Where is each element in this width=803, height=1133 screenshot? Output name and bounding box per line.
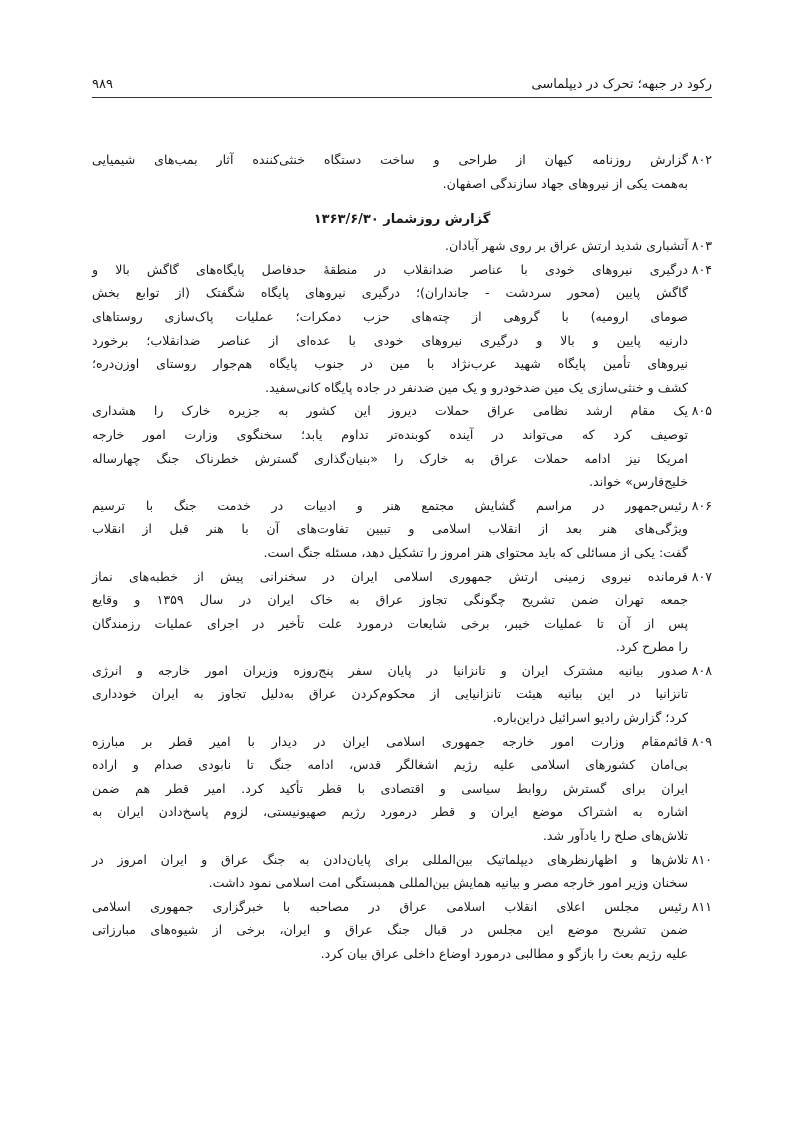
chapter-title: رکود در جبهه؛ تحرک در دیپلماسی bbox=[531, 77, 712, 92]
section-title: گزارش روزشمار ۱۳۶۳/۶/۳۰ bbox=[313, 212, 491, 228]
text-line: یک مقام ارشد نظامی عراق حملات دیروز این کشور به جزیره خارک را هشداری bbox=[92, 403, 688, 419]
text-line: تلاش‌های صلح را یادآور شد. bbox=[542, 828, 688, 844]
item-text bbox=[92, 659, 688, 730]
item-text bbox=[92, 730, 688, 848]
item-number: ۸۱۱ bbox=[691, 898, 712, 914]
text-line: توصیف کرد که می‌تواند در آینده کوبنده‌تر تداوم یابد؛ سخنگوی وزارت امور خارجه bbox=[92, 426, 688, 442]
text-line: تلاش‌ها و اظهارنظرهای دیپلماتیک بین‌المللی برای پایان‌دادن به جنگ عراق و ایران امروز در bbox=[92, 851, 688, 867]
text-line: کرد؛ گزارش رادیو اسرائیل دراین‌باره. bbox=[492, 710, 688, 726]
text-line: کشف و خنثی‌سازی یک مین ضدخودرو و یک مین ضدنفر در جاده پایگاه کانی‌سفید. bbox=[265, 379, 688, 395]
list-item bbox=[92, 234, 712, 258]
text-line: صومای ارومیه) با گروهی از چته‌های حزب دمکرات؛ عملیات پاک‌سازی روستاهای bbox=[92, 308, 688, 324]
item-number: ۸۱۰ bbox=[691, 851, 712, 867]
text-line: دارنیه پایین و بالا و درگیری نیروهای خودی با عده‌ای از عناصر ضدانقلاب؛ برخورد bbox=[92, 332, 688, 348]
text-line: ضمن تشریح موضع این مجلس در قبال جنگ عراق و ایران، برخی از شیوه‌های مبارزاتی bbox=[92, 922, 688, 938]
content bbox=[92, 148, 712, 966]
text-line: بی‌امان کشورهای اسلامی علیه رژیم اشغالگر قدس، ادامه جنگ تا نابودی صدام و اراده bbox=[92, 757, 688, 773]
item-text bbox=[92, 258, 688, 400]
list-item bbox=[92, 730, 712, 848]
text-line: نیروهای تأمین پایگاه شهید عرب‌نژاد با مین در جنوب پایگاه هم‌جوار روستای اوزن‌دره؛ bbox=[92, 356, 688, 372]
text-line: رئیس مجلس اعلای انقلاب اسلامی عراق در مصاحبه با خبرگزاری جمهوری اسلامی bbox=[92, 898, 688, 914]
text-line: قائم‌مقام وزارت امور خارجه جمهوری اسلامی ایران در دیدار با امیر قطر بر مبارزه bbox=[92, 733, 688, 749]
text-line: ایران برای گسترش روابط سیاسی و اقتصادی با قطر تأکید کرد. امیر قطر هم ضمن bbox=[92, 780, 688, 796]
list-item bbox=[92, 399, 712, 493]
text-line: تانزانیا در این بیانیه هیئت تانزانیایی از محکوم‌کردن عراق به‌دلیل تجاوز به ایران خودداری bbox=[92, 686, 688, 702]
text-line: خلیج‌فارس» خواند. bbox=[589, 474, 688, 490]
item-number: ۸۰۸ bbox=[691, 662, 712, 678]
item-text bbox=[92, 895, 688, 966]
text-line: سخنان وزیر امور خارجه مصر و بیانیه همایش بین‌المللی همبستگی امت اسلامی نمود داشت. bbox=[208, 875, 688, 891]
list-item bbox=[92, 148, 712, 195]
item-number: ۸۰۹ bbox=[691, 733, 712, 749]
item-text bbox=[92, 848, 688, 895]
text-line: علیه رژیم بعث را بازگو و مطالبی درمورد اوضاع داخلی عراق بیان کرد. bbox=[320, 946, 688, 961]
item-number: ۸۰۷ bbox=[691, 568, 712, 584]
item-text bbox=[92, 234, 688, 258]
item-text bbox=[92, 565, 688, 659]
page-number: ۹۸۹ bbox=[92, 77, 113, 92]
list-item bbox=[92, 258, 712, 400]
item-number: ۸۰۴ bbox=[691, 261, 712, 277]
list-item bbox=[92, 565, 712, 659]
item-text bbox=[92, 494, 688, 565]
text-line: به‌همت یکی از نیروهای جهاد سازندگی اصفهان. bbox=[442, 175, 688, 191]
text-line: صدور بیانیه مشترک ایران و تانزانیا در پایان سفر پنج‌روزه وزیران امور خارجه و انرژی bbox=[92, 662, 688, 678]
item-number: ۸۰۵ bbox=[691, 403, 712, 419]
running-header bbox=[92, 62, 712, 98]
text-line: را مطرح کرد. bbox=[615, 639, 688, 655]
item-text bbox=[92, 148, 688, 195]
list-item bbox=[92, 659, 712, 730]
text-line: ویژگی‌های هنر بعد از انقلاب اسلامی و تبیین تفاوت‌های آن با هنر قبل از انقلاب bbox=[92, 521, 688, 537]
items-list bbox=[92, 234, 712, 965]
items-before bbox=[92, 148, 712, 195]
list-item bbox=[92, 895, 712, 966]
text-line: رئیس‌جمهور در مراسم گشایش مجتمع هنر و ادبیات در خدمت جنگ با ترسیم bbox=[92, 497, 688, 513]
item-number: ۸۰۲ bbox=[691, 152, 712, 167]
text-line: درگیری نیروهای خودی با عناصر ضدانقلاب در منطقهٔ حدفاصل پایگاه‌های گاگش بالا و bbox=[92, 261, 688, 277]
text-line: گفت: یکی از مسائلی که باید محتوای هنر امروز را تشکیل دهد، مسئله جنگ است. bbox=[263, 544, 688, 560]
text-line: گاگش پایین (محور سردشت - جانداران)؛ درگیری نیروهای پایگاه شگفتک (از توابع بخش bbox=[92, 285, 688, 301]
text-line: امریکا نیز ادامه حملات عراق به خارک را «بنیان‌گذاری گسترش خطرناک جنگ چهارساله bbox=[92, 450, 688, 466]
text-line: جمعه تهران ضمن تشریح چگونگی تجاوز عراق به خاک ایران در سال ۱۳۵۹ و وقایع bbox=[92, 592, 688, 608]
text-line: فرمانده نیروی زمینی ارتش جمهوری اسلامی ایران در سخنرانی پیش از خطبه‌های نماز bbox=[92, 568, 688, 584]
item-number: ۸۰۳ bbox=[691, 238, 712, 254]
text-line: اشاره به اشتراک موضع ایران و قطر درمورد رژیم صهیونیستی، لزوم پاسخ‌دادن ایران به bbox=[92, 804, 688, 820]
item-text bbox=[92, 399, 688, 493]
list-item bbox=[92, 848, 712, 895]
item-number: ۸۰۶ bbox=[691, 497, 712, 513]
text-line: آتشباری شدید ارتش عراق بر روی شهر آبادان. bbox=[445, 238, 688, 254]
text-line: گزارش روزنامه کیهان از طراحی و ساخت دستگاه خنثی‌کننده آثار بمب‌های شیمیایی bbox=[92, 152, 688, 167]
list-item bbox=[92, 494, 712, 565]
text-line: پس از آن تا عملیات خیبر، برخی شایعات درمورد علت تأخیر در اجرای عملیات رزمندگان bbox=[92, 615, 688, 631]
